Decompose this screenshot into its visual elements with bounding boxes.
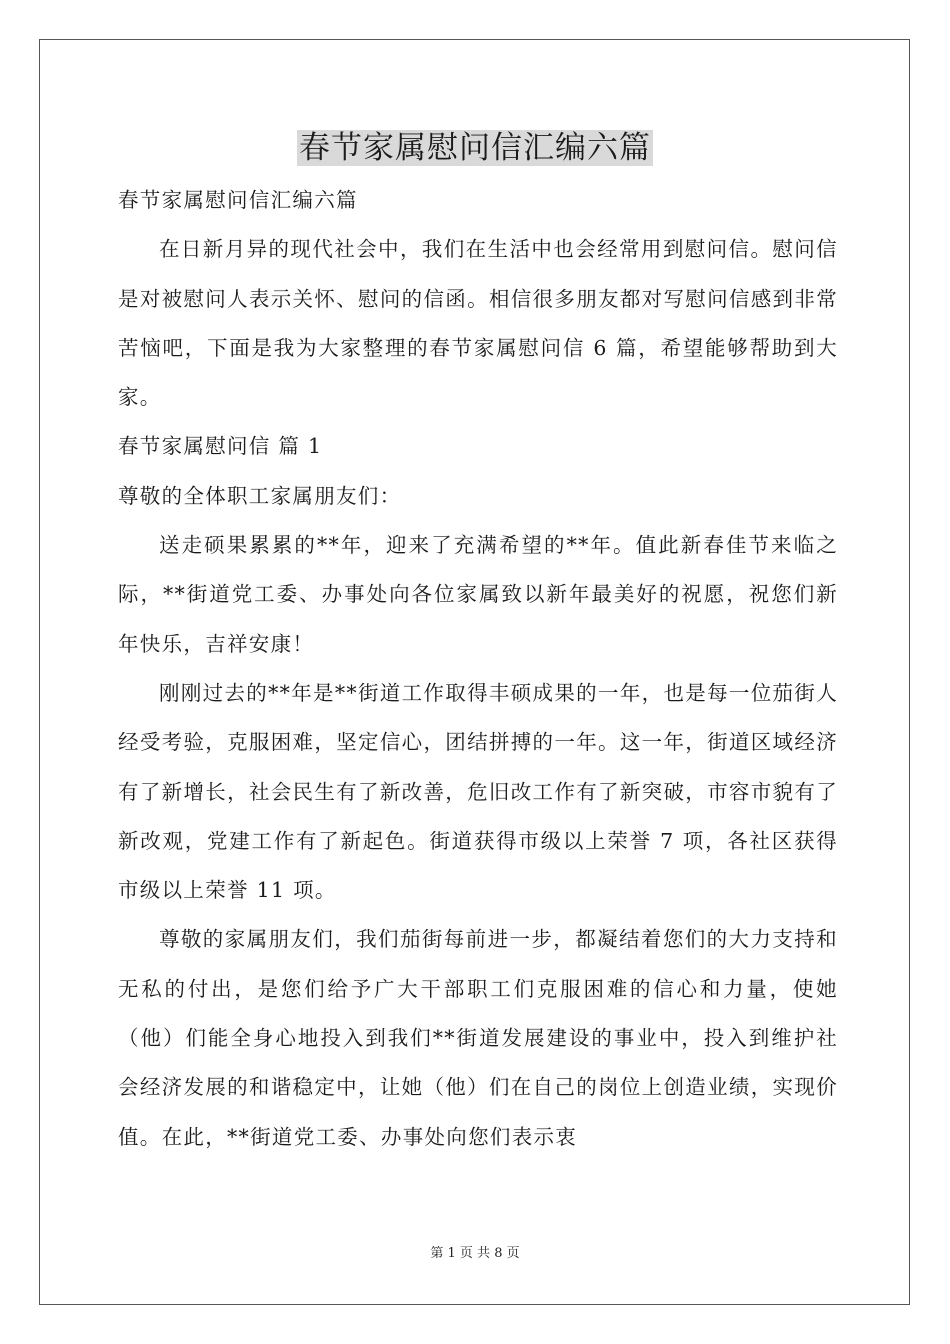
paragraph-review: 刚刚过去的**年是**街道工作取得丰硕成果的一年，也是每一位茄街人经受考验，克服困难，坚定信心，团结拼搏的一年。这一年，街道区域经济有了新增长，社会民生有了新改善，危旧改工作有了新突破，市容市貌有了新改观，党建工作有了新起色。街道获得市级以上荣誉 7 项，各社区获得市级以上荣誉 11 项。 xyxy=(118,680,838,903)
page-number: 第 1 页 共 8 页 xyxy=(430,1246,520,1261)
document-title-text: 春节家属慰问信汇编六篇 xyxy=(299,130,651,166)
paragraph-section-heading: 春节家属慰问信 篇 1 xyxy=(118,434,323,459)
paragraph-intro: 在日新月异的现代社会中，我们在生活中也会经常用到慰问信。慰问信是对被慰问人表示关怀、慰问的信函。相信很多朋友都对写慰问信感到非常苦恼吧，下面是我为大家整理的春节家属慰问信 6 篇，希望能够帮助到大家。 xyxy=(118,237,838,410)
paragraph-subtitle: 春节家属慰问信汇编六篇 xyxy=(118,188,358,212)
paragraph-greeting: 送走硕果累累的**年，迎来了充满希望的**年。值此新春佳节来临之际，**街道党工委、办事处向各位家属致以新年最美好的祝愿，祝您们新年快乐，吉祥安康！ xyxy=(118,533,838,656)
page-footer xyxy=(0,1245,950,1263)
document-body xyxy=(118,176,838,1162)
document-title xyxy=(0,126,950,170)
paragraph-thanks: 尊敬的家属朋友们，我们茄街每前进一步，都凝结着您们的大力支持和无私的付出，是您们给予广大干部职工们克服困难的信心和力量，使她（他）们能全身心地投入到我们**街道发展建设的事业中，投入到维护社会经济发展的和谐稳定中，让她（他）们在自己的岗位上创造业绩，实现价值。在此，**街道党工委、办事处向您们表示衷 xyxy=(118,927,838,1149)
paragraph-salutation: 尊敬的全体职工家属朋友们： xyxy=(118,483,402,508)
